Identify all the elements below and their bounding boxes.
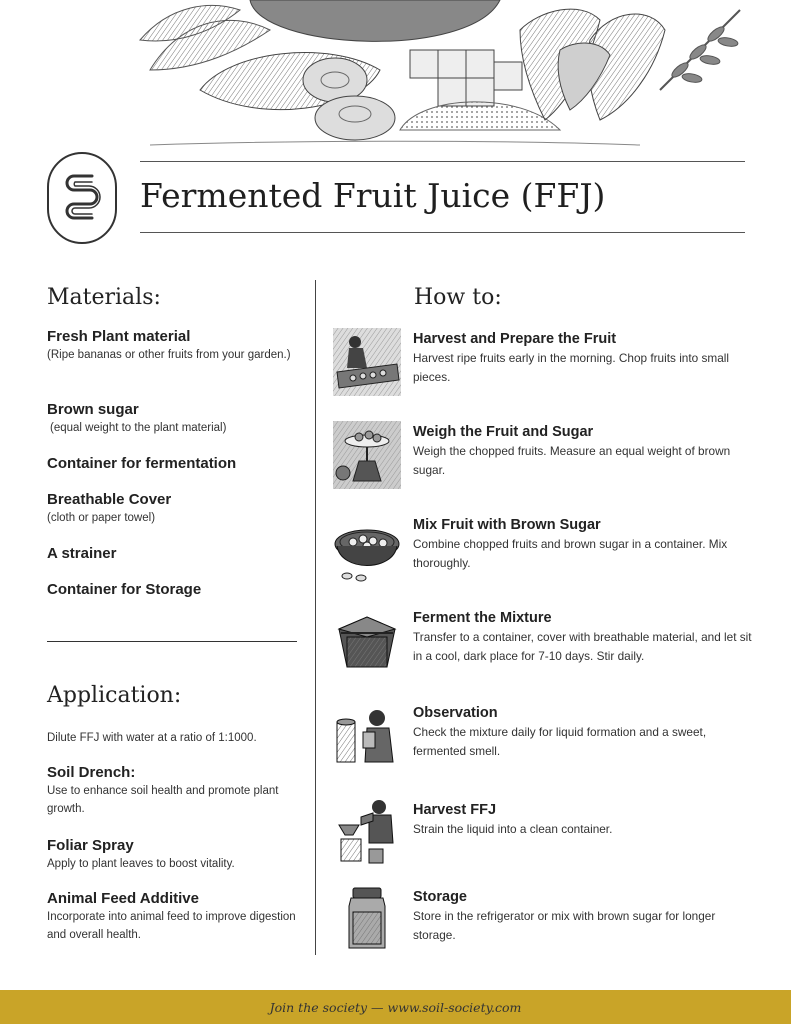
application-desc: Apply to plant leaves to boost vitality.	[47, 858, 235, 870]
bowl-of-fruit-and-sugar-image	[333, 514, 401, 582]
material-item	[47, 580, 307, 599]
material-name: Container for fermentation	[47, 455, 237, 472]
step-title: Mix Fruit with Brown Sugar	[413, 517, 601, 533]
howto-heading: How to:	[414, 285, 502, 310]
hero-illustration	[0, 0, 791, 150]
person-straining-liquid-image	[333, 799, 401, 867]
intestine-icon	[62, 170, 102, 226]
step-item	[333, 421, 753, 493]
application-item	[47, 763, 307, 818]
material-item	[47, 490, 307, 527]
material-note: (Ripe bananas or other fruits from your garden.)	[47, 349, 291, 361]
page-title: Fermented Fruit Juice (FFJ)	[140, 176, 606, 215]
application-name: Foliar Spray	[47, 837, 134, 854]
material-name: A strainer	[47, 545, 117, 562]
step-item	[333, 328, 753, 400]
step-desc: Store in the refrigerator or mix with brown sugar for longer storage.	[413, 909, 716, 942]
step-title: Weigh the Fruit and Sugar	[413, 424, 594, 440]
step-title: Observation	[413, 705, 498, 721]
application-desc: Use to enhance soil health and promote plant growth.	[47, 785, 279, 815]
step-item	[333, 607, 753, 679]
step-desc: Check the mixture daily for liquid formation and a sweet, fermented smell.	[413, 725, 707, 758]
step-desc: Combine chopped fruits and brown sugar in a container. Mix thoroughly.	[413, 537, 728, 570]
step-title: Ferment the Mixture	[413, 610, 552, 626]
covered-container-image	[333, 607, 401, 675]
footer-link[interactable]: Join the society — www.soil-society.com	[269, 999, 522, 1015]
application-intro: Dilute FFJ with water at a ratio of 1:1000.	[47, 732, 257, 744]
person-chopping-fruit-image	[333, 328, 401, 396]
step-desc: Strain the liquid into a clean container.	[413, 822, 613, 836]
material-name: Breathable Cover	[47, 491, 172, 508]
step-item	[333, 514, 753, 586]
title-rule-top	[140, 161, 745, 162]
material-item	[47, 400, 307, 437]
step-title: Harvest and Prepare the Fruit	[413, 331, 617, 347]
application-heading: Application:	[47, 683, 182, 708]
materials-heading: Materials:	[47, 285, 161, 310]
application-desc: Incorporate into animal feed to improve digestion and overall health.	[47, 911, 296, 941]
material-name: Container for Storage	[47, 581, 202, 598]
person-smelling-jar-image	[333, 702, 401, 770]
application-item	[47, 889, 307, 944]
logo-badge	[47, 152, 117, 244]
material-item	[47, 454, 307, 473]
section-divider	[47, 641, 297, 642]
footer-bar	[0, 990, 791, 1024]
material-name: Fresh Plant material	[47, 328, 191, 345]
step-title: Harvest FFJ	[413, 802, 497, 818]
application-item	[47, 836, 307, 873]
step-item	[333, 886, 753, 958]
material-name: Brown sugar	[47, 401, 139, 418]
column-divider	[315, 280, 316, 955]
step-desc: Weigh the chopped fruits. Measure an equal weight of brown sugar.	[413, 444, 731, 477]
application-name: Soil Drench:	[47, 764, 136, 781]
material-item	[47, 327, 307, 364]
step-item	[333, 702, 753, 774]
step-desc: Harvest ripe fruits early in the morning. Chop fruits into small pieces.	[413, 351, 730, 384]
step-item	[333, 799, 753, 871]
material-note: (cloth or paper towel)	[47, 512, 156, 524]
title-rule-bottom	[140, 232, 745, 233]
scale-with-fruit-image	[333, 421, 401, 489]
step-desc: Transfer to a container, cover with breathable material, and let sit in a cool, dark place for 7-10 days. Stir daily.	[413, 630, 752, 663]
step-title: Storage	[413, 889, 467, 905]
application-name: Animal Feed Additive	[47, 890, 199, 907]
material-item	[47, 544, 307, 563]
storage-jar-image	[333, 886, 401, 954]
material-note: (equal weight to the plant material)	[50, 422, 227, 434]
